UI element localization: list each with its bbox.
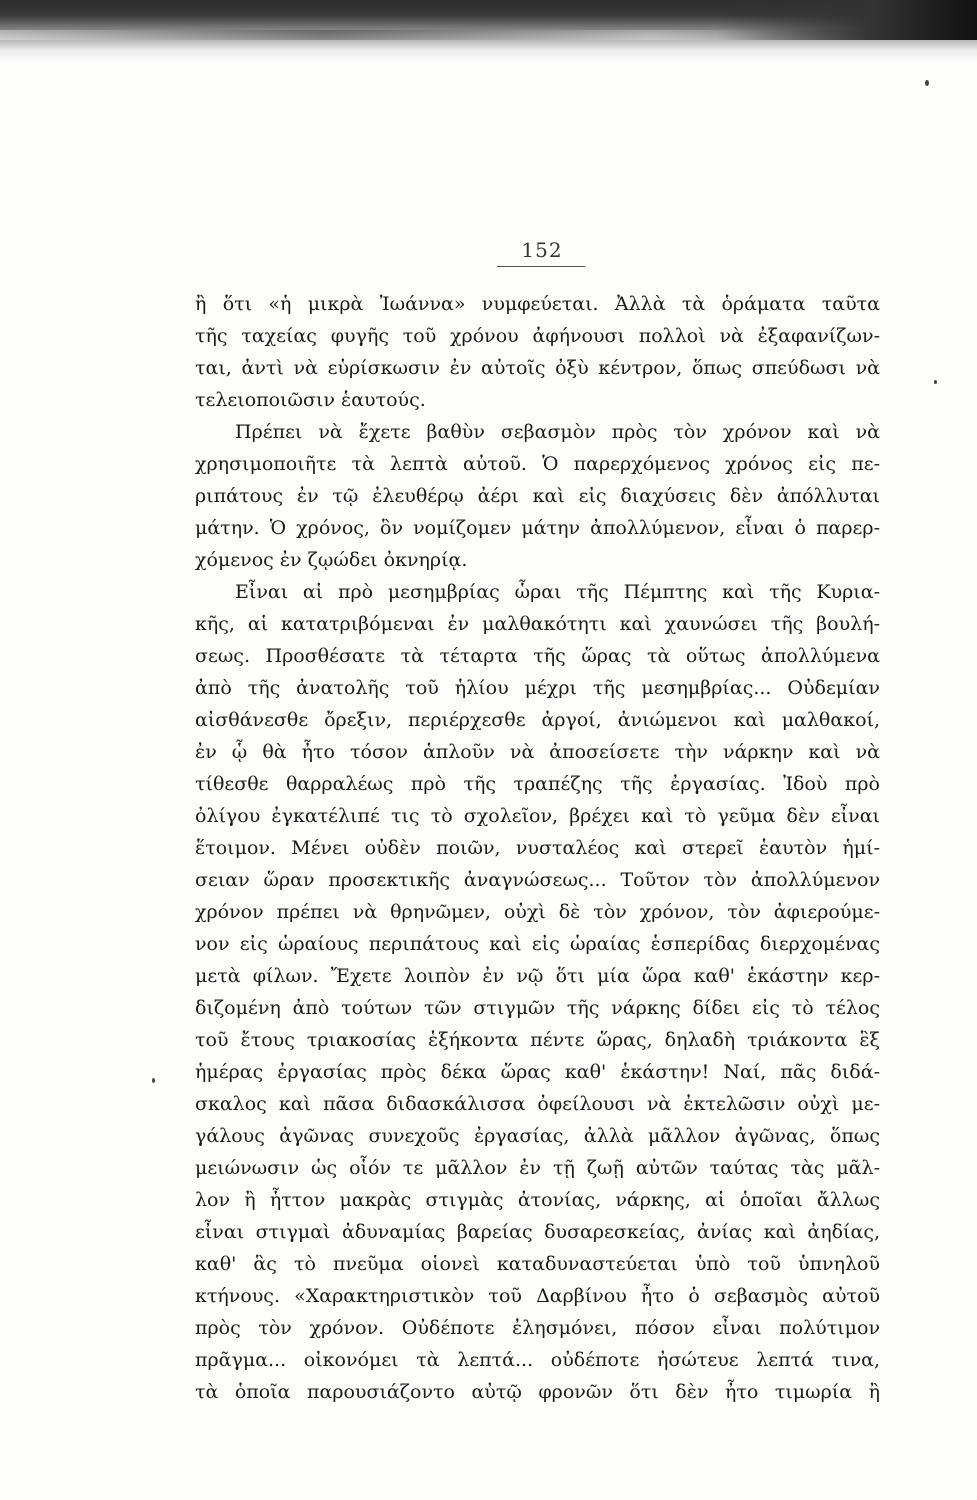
text-line: χόμενος ἐν ζῳώδει ὀκνηρίᾳ. — [195, 549, 468, 571]
text-line: μάτην. Ὁ χρόνος, ὃν νομίζομεν μάτην ἀπολλύμενον, εἶναι ὁ παρερ- — [195, 517, 880, 539]
text-line: πρᾶγμα... οἰκονόμει τὰ λεπτά... οὐδέποτε ἠσώτευε λεπτά τινα, — [195, 1349, 880, 1371]
text-line: λον ἢ ἧττον μακρὰς στιγμὰς ἀτονίας, νάρκης, αἱ ὁποῖαι ἄλλως — [195, 1189, 880, 1211]
body-text — [195, 288, 880, 1408]
text-line: μειώνωσιν ὡς οἷόν τε μᾶλλον ἐν τῇ ζωῇ αὐτῶν ταύτας τὰς μᾶλ- — [195, 1157, 880, 1179]
text-line: αἰσθάνεσθε ὄρεξιν, περιέρχεσθε ἀργοί, ἀνιώμενοι καὶ μαλθακοί, — [195, 709, 880, 731]
text-line: εἶναι στιγμαὶ ἀδυναμίας βαρείας δυσαρεσκείας, ἀνίας καὶ ἀηδίας, — [195, 1221, 880, 1243]
page-number: 152 — [521, 238, 563, 262]
text-line: Πρέπει νὰ ἔχετε βαθὺν σεβασμὸν πρὸς τὸν χρόνον καὶ νὰ — [235, 421, 880, 443]
text-line: πρὸς τὸν χρόνον. Οὐδέποτε ἐλησμόνει, πόσον εἶναι πολύτιμον — [195, 1317, 880, 1339]
text-line: κτήνους. «Χαρακτηριστικὸν τοῦ Δαρβίνου ἦτο ὁ σεβασμὸς αὐτοῦ — [195, 1285, 880, 1307]
scan-speck — [925, 80, 929, 86]
text-line: ἡμέρας ἐργασίας πρὸς δέκα ὥρας καθ' ἑκάστην! Ναί, πᾶς διδά- — [195, 1061, 880, 1083]
text-line: τίθεσθε θαρραλέως πρὸ τῆς τραπέζης τῆς ἐργασίας. Ἰδοὺ πρὸ — [195, 773, 880, 795]
text-line: διζομένη ἀπὸ τούτων τῶν στιγμῶν τῆς νάρκης δίδει εἰς τὸ τέλος — [195, 997, 880, 1019]
text-line: ται, ἀντὶ νὰ εὑρίσκωσιν ἐν αὐτοῖς ὀξὺ κέντρον, ὅπως σπεύδωσι νὰ — [195, 357, 880, 379]
text-line: καθ' ἃς τὸ πνεῦμα οἱονεὶ καταδυναστεύεται ὑπὸ τοῦ ὑπνηλοῦ — [195, 1253, 880, 1275]
text-line: χρησιμοποιῆτε τὰ λεπτὰ αὐτοῦ. Ὁ παρερχόμενος χρόνος εἰς πε- — [195, 453, 880, 475]
text-line: ἕτοιμον. Μένει οὐδὲν ποιῶν, νυσταλέος καὶ στερεῖ ἑαυτὸν ἡμί- — [195, 837, 880, 859]
text-line: νον εἰς ὡραίους περιπάτους καὶ εἰς ὡραίας ἑσπερίδας διερχομένας — [195, 933, 880, 955]
page-corner-shadow — [717, 0, 977, 40]
scan-speck — [934, 380, 937, 384]
text-line: τοῦ ἔτους τριακοσίας ἑξήκοντα πέντε ὥρας, δηλαδὴ τριάκοντα ἓξ — [195, 1029, 880, 1051]
text-line: κῆς, αἱ κατατριβόμεναι ἐν μαλθακότητι καὶ χαυνώσει τῆς βουλή- — [195, 613, 880, 635]
text-line: ὀλίγου ἐγκατέλιπέ τις τὸ σχολεῖον, βρέχει καὶ τὸ γεῦμα δὲν εἶναι — [195, 805, 880, 827]
text-line: χρόνον πρέπει νὰ θρηνῶμεν, οὐχὶ δὲ τὸν χρόνον, τὸν ἀφιερούμε- — [195, 901, 880, 923]
text-line: μετὰ φίλων. Ἔχετε λοιπὸν ἐν νῷ ὅτι μία ὥρα καθ' ἑκάστην κερ- — [195, 965, 880, 987]
text-line: ἐν ᾧ θὰ ἦτο τόσον ἁπλοῦν νὰ ἀποσείσετε τὴν νάρκην καὶ νὰ — [195, 741, 880, 763]
page-number-rule — [497, 266, 585, 267]
text-line: σεως. Προσθέσατε τὰ τέταρτα τῆς ὥρας τὰ οὕτως ἀπολλύμενα — [195, 645, 880, 667]
text-line: τὰ ὁποῖα παρουσιάζοντο αὐτῷ φρονῶν ὅτι δὲν ἦτο τιμωρία ἢ — [195, 1381, 880, 1403]
text-line: σειαν ὥραν προσεκτικῆς ἀναγνώσεως... Τοῦτον τὸν ἀπολλύμενον — [195, 869, 880, 891]
text-line: ριπάτους ἐν τῷ ἐλευθέρῳ ἀέρι καὶ εἰς διαχύσεις δὲν ἀπόλλυται — [195, 485, 880, 507]
text-line: ἀπὸ τῆς ἀνατολῆς τοῦ ἡλίου μέχρι τῆς μεσημβρίας... Οὐδεμίαν — [195, 677, 880, 699]
text-line: γάλους ἀγῶνας συνεχοῦς ἐργασίας, ἀλλὰ μᾶλλον ἀγῶνας, ὅπως — [195, 1125, 880, 1147]
text-line: σκαλος καὶ πᾶσα διδασκάλισσα ὀφείλουσι νὰ ἐκτελῶσιν οὐχὶ με- — [195, 1093, 880, 1115]
text-line: ἢ ὅτι «ἡ μικρὰ Ἰωάννα» νυμφεύεται. Ἀλλὰ τὰ ὁράματα ταῦτα — [195, 293, 880, 315]
text-line: τελειοποιῶσιν ἑαυτούς. — [195, 389, 426, 411]
text-line: τῆς ταχείας φυγῆς τοῦ χρόνου ἀφήνουσι πολλοὶ νὰ ἐξαφανίζων- — [195, 325, 880, 347]
text-line: Εἶναι αἱ πρὸ μεσημβρίας ὧραι τῆς Πέμπτης καὶ τῆς Κυρια- — [235, 581, 880, 603]
scan-speck — [152, 1078, 155, 1083]
